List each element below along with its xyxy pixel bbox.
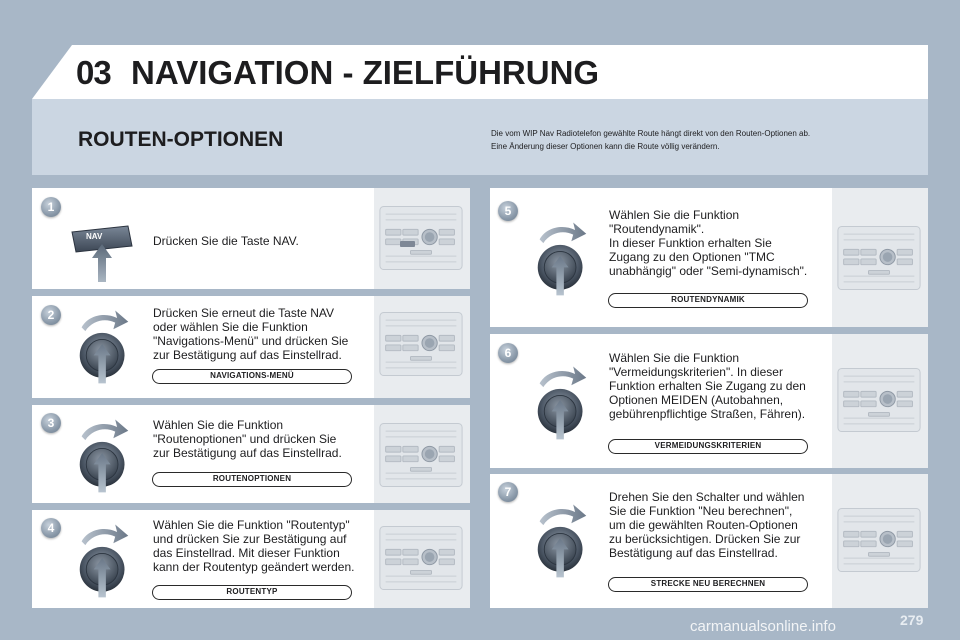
- step-line: oder wählen Sie die Funktion: [153, 320, 308, 334]
- step-line: Sie die Funktion "Neu berechnen",: [609, 504, 793, 518]
- step-text-4: [153, 518, 354, 574]
- radio-unit-illustration: [378, 421, 464, 489]
- step-line: zur Bestätigung auf das Einstellrad.: [153, 348, 342, 362]
- step-line: Wählen Sie die Funktion: [609, 351, 740, 365]
- step-line: um die gewählten Routen-Optionen: [609, 518, 798, 532]
- step-line: Wählen Sie die Funktion: [153, 418, 284, 432]
- radio-unit-illustration: [378, 310, 464, 378]
- step-number: 4: [41, 518, 61, 538]
- menu-label-pill: ROUTENOPTIONEN: [152, 472, 352, 487]
- menu-label-pill: STRECKE NEU BERECHNEN: [608, 577, 808, 592]
- page-title: NAVIGATION - ZIELFÜHRUNG: [131, 54, 600, 91]
- step-line: "Vermeidungskriterien". In dieser: [609, 365, 783, 379]
- step-line: das Einstellrad. Mit dieser Funktion: [153, 546, 340, 560]
- radio-unit-illustration: [836, 224, 922, 292]
- step-line: Wählen Sie die Funktion: [609, 208, 740, 222]
- step-text-5: [609, 208, 807, 278]
- step-number: 7: [498, 482, 518, 502]
- step-line: "Routendynamik".: [609, 222, 705, 236]
- intro-text: [491, 127, 911, 153]
- step-line: "Navigations-Menü" und drücken Sie: [153, 334, 349, 348]
- step-text-7: [609, 490, 804, 560]
- step-text-3: [153, 418, 342, 460]
- nav-key-label: NAV: [86, 232, 103, 241]
- step-number: 3: [41, 413, 61, 433]
- step-line: Wählen Sie die Funktion "Routentyp": [153, 518, 350, 532]
- radio-unit-illustration: [836, 506, 922, 574]
- header-corner: [32, 45, 72, 99]
- nav-key-icon: [70, 220, 142, 284]
- step-line: Optionen MEIDEN (Autobahnen,: [609, 393, 784, 407]
- radio-unit-illustration: [836, 366, 922, 434]
- step-line: Drehen Sie den Schalter und wählen: [609, 490, 805, 504]
- watermark: carmanualsonline.info: [690, 618, 836, 635]
- step-line: Bestätigung auf das Einstellrad.: [609, 546, 778, 560]
- menu-label-pill: NAVIGATIONS-MENÜ: [152, 369, 352, 384]
- rotary-knob-icon: [534, 218, 590, 298]
- step-line: und drücken Sie zur Bestätigung auf: [153, 532, 347, 546]
- intro-line: Die vom WIP Nav Radiotelefon gewählte Route hängt direkt von den Routen-Optionen ab.: [491, 129, 811, 138]
- menu-label-pill: VERMEIDUNGSKRITERIEN: [608, 439, 808, 454]
- radio-unit-illustration: [378, 524, 464, 592]
- step-text-1: [153, 234, 299, 248]
- step-line: Zugang zu den Optionen "TMC: [609, 250, 775, 264]
- page-number: 279: [900, 612, 924, 628]
- radio-unit-illustration: [378, 204, 464, 272]
- intro-line: Eine Änderung dieser Optionen kann die Route völlig verändern.: [491, 142, 720, 151]
- step-text-2: [153, 306, 348, 362]
- step-line: unabhängig" oder "Semi-dynamisch".: [609, 264, 808, 278]
- step-number: 2: [41, 305, 61, 325]
- step-line: zu berücksichtigen. Drücken Sie zur: [609, 532, 801, 546]
- rotary-knob-icon: [76, 306, 132, 386]
- rotary-knob-icon: [76, 415, 132, 495]
- menu-label-pill: ROUTENTYP: [152, 585, 352, 600]
- step-line: zur Bestätigung auf das Einstellrad.: [153, 446, 342, 460]
- step-number: 1: [41, 197, 61, 217]
- step-text-6: [609, 351, 806, 421]
- step-line: gebührenpflichtige Straßen, Fähren).: [609, 407, 806, 421]
- chapter-number: 03: [76, 54, 111, 91]
- step-line: Drücken Sie die Taste NAV.: [153, 234, 299, 248]
- rotary-knob-icon: [76, 520, 132, 600]
- rotary-knob-icon: [534, 500, 590, 580]
- step-number: 5: [498, 201, 518, 221]
- section-title: ROUTEN-OPTIONEN: [78, 128, 284, 151]
- menu-label-pill: ROUTENDYNAMIK: [608, 293, 808, 308]
- step-line: In dieser Funktion erhalten Sie: [609, 236, 772, 250]
- rotary-knob-icon: [534, 362, 590, 442]
- step-number: 6: [498, 343, 518, 363]
- nav-key-highlight: [400, 241, 415, 247]
- step-line: Funktion erhalten Sie Zugang zu den: [609, 379, 806, 393]
- step-line: kann der Routentyp geändert werden.: [153, 560, 355, 574]
- step-line: "Routenoptionen" und drücken Sie: [153, 432, 337, 446]
- step-line: Drücken Sie erneut die Taste NAV: [153, 306, 334, 320]
